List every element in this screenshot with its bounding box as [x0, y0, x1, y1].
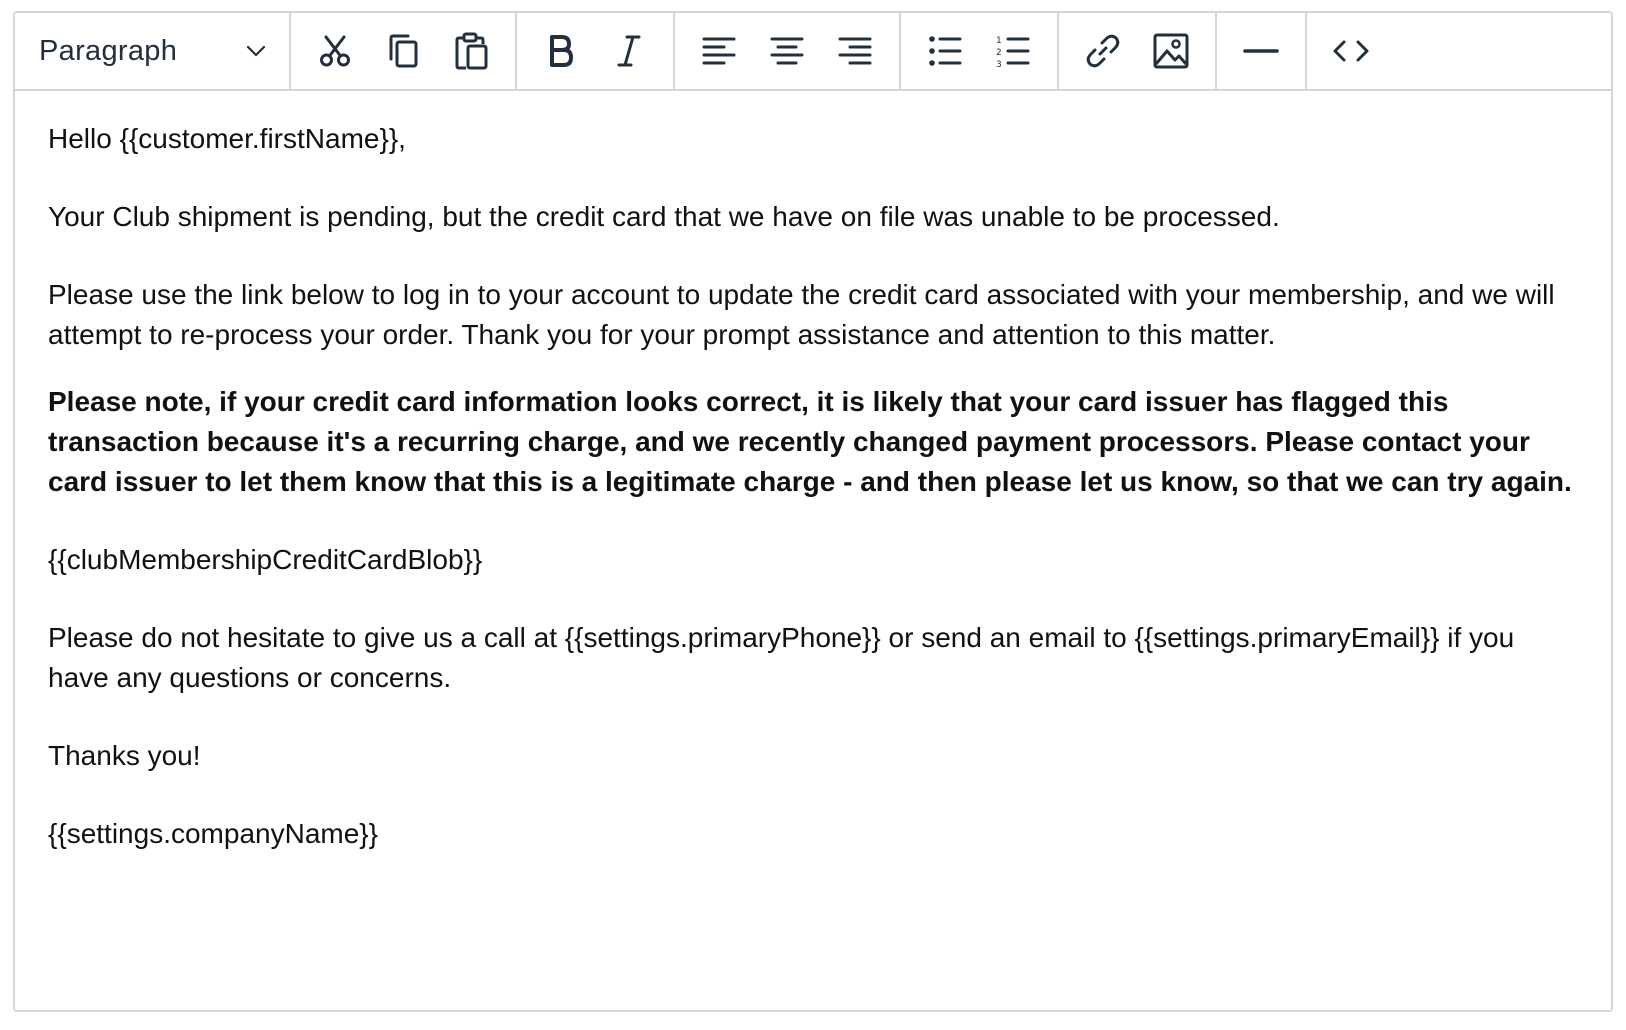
bullet-list-button[interactable] [911, 21, 979, 81]
align-left-button[interactable] [685, 21, 753, 81]
insert-group [1059, 13, 1217, 89]
contact-paragraph: Please do not hesitate to give us a call at {{settings.primaryPhone}} or send an email to {{settings.primaryEmail}} if you have any questions or concerns. [48, 622, 1515, 693]
numbered-list-button[interactable] [979, 21, 1047, 81]
italic-button[interactable] [595, 21, 663, 81]
paste-button[interactable] [437, 21, 505, 81]
signature-line: {{settings.companyName}} [48, 818, 378, 849]
source-code-button[interactable] [1317, 21, 1385, 81]
bold-button[interactable] [527, 21, 595, 81]
chevron-down-icon [243, 38, 269, 64]
editor-content[interactable] [15, 91, 1611, 854]
svg-text:2: 2 [996, 48, 1002, 58]
editor-toolbar [15, 13, 1611, 91]
thanks-line: Thanks you! [48, 740, 201, 771]
list-group [901, 13, 1059, 89]
alignment-group [675, 13, 901, 89]
credit-card-blob: {{clubMembershipCreditCardBlob}} [48, 544, 483, 575]
cut-button[interactable] [301, 21, 369, 81]
svg-text:3: 3 [996, 60, 1002, 68]
horizontal-rule-button[interactable] [1227, 21, 1295, 81]
bold-icon [546, 34, 576, 68]
greeting-line: Hello {{customer.firstName}}, [48, 123, 406, 154]
note-paragraph: Please note, if your credit card information looks correct, it is likely that your card issuer has flagged this transaction because it's a recurring charge, and we recently changed payment processors. Please contact your card issuer to let them know that this is a legitimate charge - and then please let us know, so that we can try again. [48, 386, 1572, 497]
numbered-list-icon [996, 34, 1030, 68]
code-icon [1333, 39, 1369, 63]
align-right-icon [838, 36, 872, 66]
paste-icon [453, 32, 489, 70]
horizontal-rule-icon [1243, 46, 1279, 56]
link-button[interactable] [1069, 21, 1137, 81]
align-right-button[interactable] [821, 21, 889, 81]
image-button[interactable] [1137, 21, 1205, 81]
block-format-select[interactable] [15, 13, 291, 89]
italic-icon [617, 34, 641, 68]
clipboard-group [291, 13, 517, 89]
rule-group [1217, 13, 1307, 89]
align-left-icon [702, 36, 736, 66]
block-format-label: Paragraph [39, 34, 178, 67]
svg-text:1: 1 [996, 36, 1002, 46]
format-group [517, 13, 675, 89]
update-card-paragraph: Please use the link below to log in to your account to update the credit card associated with your membership, and we will attempt to re-process your order. Thank you for your prompt assistance and attention to this matter. [48, 279, 1555, 350]
image-icon [1153, 33, 1189, 69]
align-center-button[interactable] [753, 21, 821, 81]
link-icon [1085, 33, 1121, 69]
copy-icon [386, 33, 420, 69]
source-group [1307, 13, 1395, 89]
bullet-list-icon [928, 35, 962, 67]
copy-button[interactable] [369, 21, 437, 81]
rich-text-editor [13, 11, 1613, 1012]
align-center-icon [770, 36, 804, 66]
scissors-icon [318, 34, 352, 68]
shipment-paragraph: Your Club shipment is pending, but the credit card that we have on file was unable to be processed. [48, 201, 1280, 232]
